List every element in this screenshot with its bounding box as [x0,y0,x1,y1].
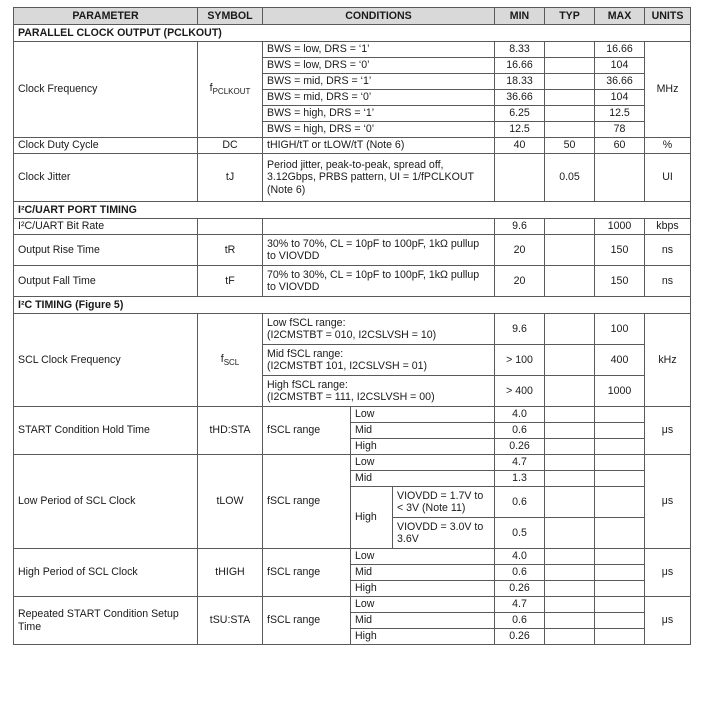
electrical-characteristics-table [13,7,691,645]
max [595,613,645,629]
min: 40 [495,138,545,154]
max [595,518,645,549]
table-row [14,219,691,235]
min: 9.6 [495,314,545,345]
header-min: MIN [495,8,545,25]
param-duty-cycle: Clock Duty Cycle [14,138,198,154]
range-high: High [351,487,393,549]
section-i2c-uart: I²C/UART PORT TIMING [14,202,691,219]
max [595,565,645,581]
min: 1.3 [495,471,545,487]
cond: BWS = high, DRS = ‘0’ [263,122,495,138]
section-row [14,202,691,219]
min: 0.6 [495,565,545,581]
cond-fscl-range: fSCL range [263,549,351,597]
cond: BWS = low, DRS = ‘1’ [263,42,495,58]
param-clock-jitter: Clock Jitter [14,154,198,202]
typ [545,471,595,487]
typ [545,455,595,471]
symbol [198,219,263,235]
typ [545,423,595,439]
typ [545,597,595,613]
max [595,629,645,645]
symbol-tsu-sta: tSU:STA [198,597,263,645]
typ [545,613,595,629]
header-units: UNITS [645,8,691,25]
param-clock-frequency: Clock Frequency [14,42,198,138]
table-row [14,235,691,266]
typ [545,106,595,122]
cond-scl-high [263,376,495,407]
max: 150 [595,235,645,266]
cond-viovdd-high: VIOVDD = 3.0V to 3.6V [393,518,495,549]
min [495,154,545,202]
table-row [14,314,691,345]
table-row [14,42,691,58]
max: 150 [595,266,645,297]
range: Mid [351,565,495,581]
min: 4.7 [495,597,545,613]
max: 12.5 [595,106,645,122]
max [595,439,645,455]
param-fall-time: Output Fall Time [14,266,198,297]
range: Low [351,597,495,613]
max: 104 [595,58,645,74]
min: 36.66 [495,90,545,106]
cond: BWS = mid, DRS = ‘0’ [263,90,495,106]
typ [545,266,595,297]
range: Mid [351,423,495,439]
min: 0.5 [495,518,545,549]
table-row [14,455,691,471]
min: > 100 [495,345,545,376]
param-high-period: High Period of SCL Clock [14,549,198,597]
table-row [14,138,691,154]
range: Low [351,455,495,471]
typ: 50 [545,138,595,154]
min: 0.6 [495,487,545,518]
cond-scl-mid [263,345,495,376]
section-pclkout: PARALLEL CLOCK OUTPUT (PCLKOUT) [14,25,691,42]
min: 18.33 [495,74,545,90]
range: High [351,581,495,597]
typ [545,74,595,90]
table-row [14,266,691,297]
min: > 400 [495,376,545,407]
min: 20 [495,266,545,297]
units: μs [645,549,691,597]
max [595,597,645,613]
cond-line: (I2CMSTBT = 111, I2CSLVSH = 00) [267,391,435,403]
typ [545,407,595,423]
cond-line: High fSCL range: [267,378,348,391]
typ [545,90,595,106]
typ [545,122,595,138]
header-parameter: PARAMETER [14,8,198,25]
header-symbol: SYMBOL [198,8,263,25]
typ: 0.05 [545,154,595,202]
cond: BWS = low, DRS = ‘0’ [263,58,495,74]
max: 16.66 [595,42,645,58]
min: 0.6 [495,423,545,439]
symbol-sub: PCLKOUT [212,87,251,97]
table-row [14,407,691,423]
section-row [14,25,691,42]
typ [545,235,595,266]
cond [263,219,495,235]
typ [545,376,595,407]
range: High [351,629,495,645]
table-row [14,549,691,565]
cond-line: (I2CMSTBT 101, I2CSLVSH = 01) [267,360,428,372]
units: μs [645,407,691,455]
cond-fscl-range: fSCL range [263,407,351,455]
max: 104 [595,90,645,106]
max [595,423,645,439]
cond-line: Mid fSCL range: [267,347,344,360]
min: 0.6 [495,613,545,629]
max: 400 [595,345,645,376]
units: ns [645,235,691,266]
units-mhz: MHz [645,42,691,138]
param-repeated-start: Repeated START Condition Setup Time [14,597,198,645]
typ [545,581,595,597]
min: 0.26 [495,629,545,645]
max: 60 [595,138,645,154]
cond: BWS = mid, DRS = ‘1’ [263,74,495,90]
max [595,581,645,597]
units: kbps [645,219,691,235]
param-scl-frequency: SCL Clock Frequency [14,314,198,407]
min: 6.25 [495,106,545,122]
typ [545,518,595,549]
cond-duty: tHIGH/tT or tLOW/tT (Note 6) [263,138,495,154]
min: 0.26 [495,581,545,597]
max: 36.66 [595,74,645,90]
cond-fscl-range: fSCL range [263,597,351,645]
param-bit-rate: I²C/UART Bit Rate [14,219,198,235]
header-row [14,8,691,25]
typ [545,42,595,58]
cond-jitter: Period jitter, peak-to-peak, spread off, 3.12Gbps, PRBS pattern, UI = 1/fPCLKOUT (Note 6) [263,154,495,202]
cond-rise: 30% to 70%, CL = 10pF to 100pF, 1kΩ pullup to VIOVDD [263,235,495,266]
cond: BWS = high, DRS = ‘1’ [263,106,495,122]
units: μs [645,597,691,645]
param-low-period: Low Period of SCL Clock [14,455,198,549]
typ [545,487,595,518]
symbol-fscl: $f_{SCL}$ [198,314,263,407]
min: 4.0 [495,407,545,423]
units: UI [645,154,691,202]
symbol-thigh: tHIGH [198,549,263,597]
max: 100 [595,314,645,345]
typ [545,629,595,645]
symbol-tf: tF [198,266,263,297]
units: ns [645,266,691,297]
typ [545,345,595,376]
max: 78 [595,122,645,138]
typ [545,58,595,74]
typ [545,314,595,345]
section-i2c-timing: I²C TIMING (Figure 5) [14,297,691,314]
max: 1000 [595,376,645,407]
min: 12.5 [495,122,545,138]
symbol-sub: SCL [223,357,240,367]
units-khz: kHz [645,314,691,407]
min: 16.66 [495,58,545,74]
param-start-hold: START Condition Hold Time [14,407,198,455]
max: 1000 [595,219,645,235]
table-row [14,597,691,613]
table-row [14,154,691,202]
cond-fscl-range: fSCL range [263,455,351,549]
typ [545,219,595,235]
units: % [645,138,691,154]
typ [545,439,595,455]
symbol-thd-sta: tHD:STA [198,407,263,455]
cond-line: Low fSCL range: [267,316,346,329]
min: 8.33 [495,42,545,58]
header-max: MAX [595,8,645,25]
min: 9.6 [495,219,545,235]
range: High [351,439,495,455]
param-rise-time: Output Rise Time [14,235,198,266]
symbol-tr: tR [198,235,263,266]
max [595,407,645,423]
min: 4.7 [495,455,545,471]
range: Low [351,407,495,423]
cond-fall: 70% to 30%, CL = 10pF to 100pF, 1kΩ pullup to VIOVDD [263,266,495,297]
symbol-tj: tJ [198,154,263,202]
range: Mid [351,471,495,487]
max [595,154,645,202]
header-typ: TYP [545,8,595,25]
max [595,455,645,471]
range: Low [351,549,495,565]
section-row [14,297,691,314]
symbol-dc: DC [198,138,263,154]
typ [545,549,595,565]
units: μs [645,455,691,549]
min: 20 [495,235,545,266]
header-conditions: CONDITIONS [263,8,495,25]
range: Mid [351,613,495,629]
min: 0.26 [495,439,545,455]
typ [545,565,595,581]
cond-line: (I2CMSTBT = 010, I2CSLVSH = 10) [267,329,437,341]
symbol-fpclkout: $f_{PCLKOUT}$ [198,42,263,138]
max [595,487,645,518]
min: 4.0 [495,549,545,565]
cond-scl-low [263,314,495,345]
max [595,549,645,565]
max [595,471,645,487]
symbol-tlow: tLOW [198,455,263,549]
cond-viovdd-low: VIOVDD = 1.7V to < 3V (Note 11) [393,487,495,518]
